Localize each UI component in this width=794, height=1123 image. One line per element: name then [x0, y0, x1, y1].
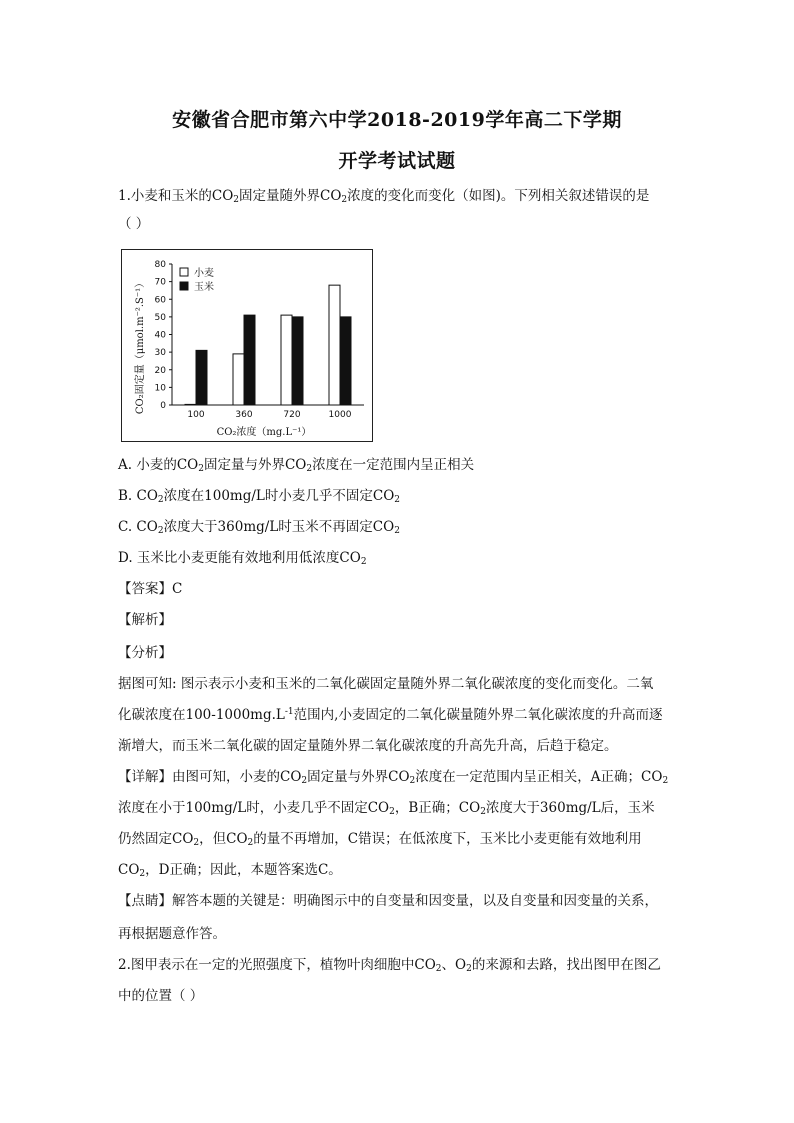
fenxi-text-1: 据图可知: 图示表示小麦和玉米的二氧化碳固定量随外界二氧化碳浓度的变化而变化。二氧	[118, 676, 654, 692]
x-tick-label: 100	[187, 410, 205, 420]
y-tick-label: 30	[154, 348, 166, 359]
option-d: D. 玉米比小麦更能有效地利用低浓度$CO_2$	[118, 550, 367, 567]
xiangjie-text-2: 浓度在小于100mg/L时，小麦几乎不固定$CO_2$，B正确；$CO_2$浓度大于360mg/L后，玉米	[118, 800, 655, 817]
page-title: 安徽省合肥市第六中学2018-2019学年高二下学期	[172, 109, 622, 131]
bar-corn	[244, 315, 255, 405]
bar-corn	[340, 317, 351, 405]
dianjing-text-2: 再根据题意作答。	[118, 926, 226, 942]
option-b: B. $CO_2$浓度在100mg/L时小麦几乎不固定$CO_2$	[118, 488, 400, 505]
x-tick-label: 720	[283, 410, 301, 420]
answer: 【答案】C	[118, 581, 183, 597]
y-axis-label	[134, 278, 146, 414]
fenxi-text-2: 化碳浓度在$100-1000mg.L^{-1}$范围内,小麦固定的二氧化碳量随外界二氧化碳浓度的升高而逐	[118, 707, 663, 723]
option-a: A. 小麦的$CO_2$固定量与外界$CO_2$浓度在一定范围内呈正相关	[118, 457, 475, 474]
x-ticks	[187, 410, 351, 420]
y-ticks	[155, 260, 172, 411]
question-2-stem: 2.图甲表示在一定的光照强度下，植物叶肉细胞中$CO_2$、$O_2$的来源和去路，找出图甲在图乙	[118, 957, 661, 974]
y-tick-label: 20	[154, 365, 166, 376]
legend-swatch	[180, 268, 188, 276]
x-tick-label: 360	[235, 410, 253, 420]
question-2-paren: 中的位置（ ）	[118, 988, 204, 1004]
analysis-heading: 【解析】	[118, 612, 172, 628]
y-tick-label: 40	[154, 330, 166, 341]
x-axis-label: CO₂浓度（mg.L⁻¹）	[216, 427, 312, 438]
bar-chart	[121, 249, 373, 442]
dianjing-text-1: 【点睛】解答本题的关键是：明确图示中的自变量和因变量，以及自变量和因变量的关系，	[118, 893, 658, 909]
question-1-stem: 1.小麦和玉米的$CO_2$固定量随外界$CO_2$浓度的变化而变化（如图)。下列相关叙述错误的是	[118, 188, 650, 205]
y-tick-label: 10	[154, 383, 166, 394]
option-c: C. $CO_2$浓度大于360mg/L时玉米不再固定$CO_2$	[118, 519, 400, 536]
y-tick-label: 60	[154, 295, 166, 306]
bar-corn	[292, 317, 303, 405]
bar-wheat	[233, 354, 244, 405]
bar-wheat	[185, 404, 196, 405]
bar-wheat	[329, 285, 340, 405]
x-tick-label: 1000	[328, 410, 352, 420]
fenxi-heading: 【分析】	[118, 645, 172, 661]
y-tick-label: 0	[160, 401, 166, 411]
page-subtitle: 开学考试试题	[338, 150, 456, 172]
bar-wheat	[281, 315, 292, 405]
fenxi-text-3: 渐增大，而玉米二氧化碳的固定量随外界二氧化碳浓度的升高先升高，后趋于稳定。	[118, 738, 618, 754]
xiangjie-text-4: $CO_2$，D正确；因此，本题答案选C。	[118, 862, 342, 879]
question-1-paren: （ ）	[118, 216, 150, 232]
y-tick-label: 80	[154, 260, 166, 270]
svg-text:CO₂固定量（μmol.m⁻².S⁻¹）: CO₂固定量（μmol.m⁻².S⁻¹）	[135, 277, 146, 415]
legend	[180, 266, 214, 293]
y-tick-label: 70	[154, 277, 166, 288]
legend-label: 小麦	[194, 268, 214, 279]
y-tick-label: 50	[154, 312, 166, 323]
bar-corn	[196, 350, 207, 405]
xiangjie-text-3: 仍然固定$CO_2$，但$CO_2$的量不再增加，C错误；在低浓度下，玉米比小麦更能有效地利用	[118, 831, 642, 848]
legend-swatch	[180, 282, 188, 290]
legend-label: 玉米	[194, 282, 214, 293]
xiangjie-text-1: 【详解】由图可知，小麦的$CO_2$固定量与外界$CO_2$浓度在一定范围内呈正相关，A正确；$CO_2$	[118, 769, 669, 786]
bars	[185, 285, 351, 405]
